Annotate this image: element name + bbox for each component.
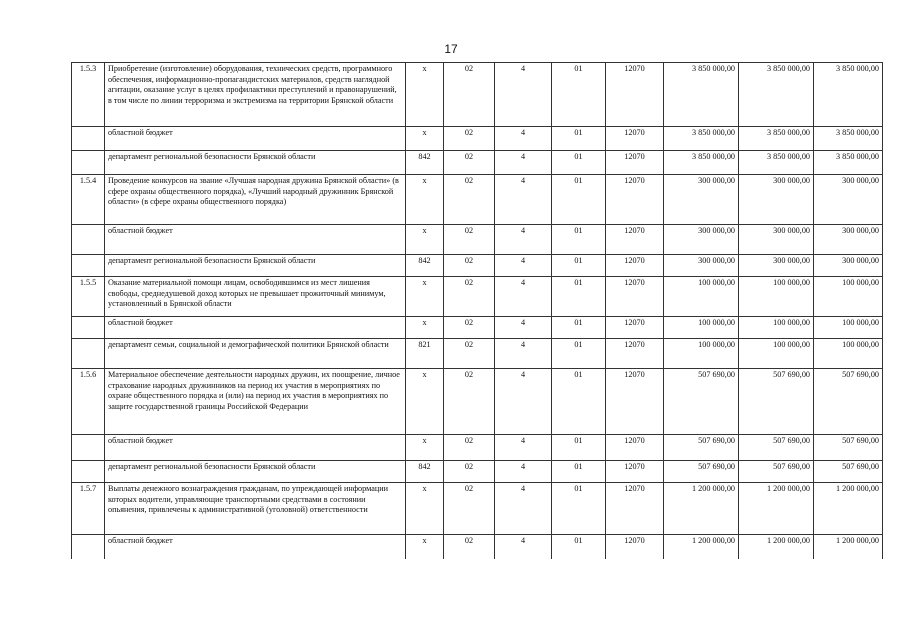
amount-year-3: 100 000,00 bbox=[814, 277, 883, 317]
row-description: Материальное обеспечение деятельности народных дружин, их поощрение, личное страхование народных дружинников на период их участия в мероприятиях по охране общественного порядка и (или) на период их участия в мероприятиях по защите государственной границы Российской Федерации bbox=[105, 369, 406, 435]
row-number: 1.5.5 bbox=[72, 277, 105, 317]
program-code: 4 bbox=[495, 317, 552, 339]
expense-code: 12070 bbox=[606, 225, 664, 255]
row-description: Оказание материальной помощи лицам, освободившимся из мест лишения свободы, среднедушевой доход которых не превышает прожиточный минимум, установленный в Брянской области bbox=[105, 277, 406, 317]
expense-code: 12070 bbox=[606, 277, 664, 317]
amount-year-3: 1 200 000,00 bbox=[814, 483, 883, 535]
row-description: Выплаты денежного вознаграждения гражданам, по упреждающей информации которых водители, управляющие транспортными средствами в состоянии опьянения, привлечены к административной (уголовной) ответственности bbox=[105, 483, 406, 535]
program-code: 4 bbox=[495, 277, 552, 317]
table-row bbox=[72, 151, 883, 175]
program-code: 4 bbox=[495, 461, 552, 483]
row-description: областной бюджет bbox=[105, 127, 406, 151]
amount-year-3: 507 690,00 bbox=[814, 461, 883, 483]
table-row bbox=[72, 277, 883, 317]
amount-year-2: 300 000,00 bbox=[739, 225, 814, 255]
table-body bbox=[72, 63, 883, 559]
amount-year-1: 100 000,00 bbox=[664, 317, 739, 339]
table-row bbox=[72, 127, 883, 151]
row-number: 1.5.4 bbox=[72, 175, 105, 225]
table-row bbox=[72, 225, 883, 255]
program-code: 4 bbox=[495, 255, 552, 277]
grbs-code: x bbox=[406, 277, 444, 317]
amount-year-2: 3 850 000,00 bbox=[739, 127, 814, 151]
page-number: 17 bbox=[444, 42, 458, 56]
amount-year-3: 3 850 000,00 bbox=[814, 127, 883, 151]
section-code: 02 bbox=[444, 277, 495, 317]
section-code: 02 bbox=[444, 435, 495, 461]
section-code: 02 bbox=[444, 483, 495, 535]
amount-year-3: 507 690,00 bbox=[814, 435, 883, 461]
grbs-code: x bbox=[406, 435, 444, 461]
grbs-code: x bbox=[406, 317, 444, 339]
amount-year-2: 507 690,00 bbox=[739, 435, 814, 461]
expense-code: 12070 bbox=[606, 435, 664, 461]
subprogram-code: 01 bbox=[552, 151, 606, 175]
amount-year-1: 1 200 000,00 bbox=[664, 535, 739, 559]
grbs-code: 842 bbox=[406, 461, 444, 483]
row-number bbox=[72, 127, 105, 151]
amount-year-1: 100 000,00 bbox=[664, 277, 739, 317]
subprogram-code: 01 bbox=[552, 535, 606, 559]
subprogram-code: 01 bbox=[552, 225, 606, 255]
amount-year-2: 100 000,00 bbox=[739, 339, 814, 369]
amount-year-2: 300 000,00 bbox=[739, 175, 814, 225]
section-code: 02 bbox=[444, 369, 495, 435]
amount-year-3: 3 850 000,00 bbox=[814, 151, 883, 175]
amount-year-1: 100 000,00 bbox=[664, 339, 739, 369]
row-number bbox=[72, 225, 105, 255]
section-code: 02 bbox=[444, 63, 495, 127]
budget-table bbox=[71, 62, 883, 559]
grbs-code: x bbox=[406, 369, 444, 435]
program-code: 4 bbox=[495, 175, 552, 225]
subprogram-code: 01 bbox=[552, 127, 606, 151]
subprogram-code: 01 bbox=[552, 175, 606, 225]
grbs-code: x bbox=[406, 225, 444, 255]
expense-code: 12070 bbox=[606, 317, 664, 339]
subprogram-code: 01 bbox=[552, 369, 606, 435]
section-code: 02 bbox=[444, 535, 495, 559]
amount-year-1: 300 000,00 bbox=[664, 255, 739, 277]
subprogram-code: 01 bbox=[552, 483, 606, 535]
amount-year-2: 1 200 000,00 bbox=[739, 483, 814, 535]
table-row bbox=[72, 483, 883, 535]
amount-year-2: 507 690,00 bbox=[739, 461, 814, 483]
amount-year-3: 300 000,00 bbox=[814, 255, 883, 277]
section-code: 02 bbox=[444, 317, 495, 339]
subprogram-code: 01 bbox=[552, 63, 606, 127]
table-row bbox=[72, 339, 883, 369]
section-code: 02 bbox=[444, 151, 495, 175]
amount-year-1: 3 850 000,00 bbox=[664, 151, 739, 175]
program-code: 4 bbox=[495, 127, 552, 151]
amount-year-2: 100 000,00 bbox=[739, 277, 814, 317]
amount-year-2: 507 690,00 bbox=[739, 369, 814, 435]
amount-year-2: 300 000,00 bbox=[739, 255, 814, 277]
row-number bbox=[72, 317, 105, 339]
program-code: 4 bbox=[495, 369, 552, 435]
amount-year-1: 507 690,00 bbox=[664, 435, 739, 461]
row-number bbox=[72, 339, 105, 369]
expense-code: 12070 bbox=[606, 461, 664, 483]
amount-year-3: 100 000,00 bbox=[814, 339, 883, 369]
row-number bbox=[72, 535, 105, 559]
row-number bbox=[72, 255, 105, 277]
row-description: областной бюджет bbox=[105, 225, 406, 255]
subprogram-code: 01 bbox=[552, 277, 606, 317]
amount-year-3: 300 000,00 bbox=[814, 225, 883, 255]
row-description: областной бюджет bbox=[105, 435, 406, 461]
section-code: 02 bbox=[444, 175, 495, 225]
amount-year-1: 507 690,00 bbox=[664, 369, 739, 435]
amount-year-3: 507 690,00 bbox=[814, 369, 883, 435]
subprogram-code: 01 bbox=[552, 339, 606, 369]
expense-code: 12070 bbox=[606, 127, 664, 151]
section-code: 02 bbox=[444, 339, 495, 369]
expense-code: 12070 bbox=[606, 151, 664, 175]
grbs-code: x bbox=[406, 483, 444, 535]
program-code: 4 bbox=[495, 483, 552, 535]
amount-year-1: 3 850 000,00 bbox=[664, 63, 739, 127]
grbs-code: x bbox=[406, 175, 444, 225]
table-row bbox=[72, 255, 883, 277]
table-row bbox=[72, 461, 883, 483]
grbs-code: 842 bbox=[406, 255, 444, 277]
program-code: 4 bbox=[495, 63, 552, 127]
amount-year-1: 300 000,00 bbox=[664, 175, 739, 225]
row-description: департамент региональной безопасности Брянской области bbox=[105, 461, 406, 483]
expense-code: 12070 bbox=[606, 63, 664, 127]
table-row bbox=[72, 369, 883, 435]
row-description: Проведение конкурсов на звание «Лучшая народная дружина Брянской области» (в сфере охраны общественного порядка), «Лучший народный дружинник Брянской области» (в сфере охраны общественного порядка) bbox=[105, 175, 406, 225]
amount-year-2: 3 850 000,00 bbox=[739, 151, 814, 175]
expense-code: 12070 bbox=[606, 369, 664, 435]
section-code: 02 bbox=[444, 255, 495, 277]
grbs-code: x bbox=[406, 127, 444, 151]
amount-year-3: 300 000,00 bbox=[814, 175, 883, 225]
grbs-code: x bbox=[406, 535, 444, 559]
section-code: 02 bbox=[444, 127, 495, 151]
program-code: 4 bbox=[495, 225, 552, 255]
expense-code: 12070 bbox=[606, 339, 664, 369]
amount-year-2: 100 000,00 bbox=[739, 317, 814, 339]
row-number: 1.5.7 bbox=[72, 483, 105, 535]
row-number bbox=[72, 435, 105, 461]
table-row bbox=[72, 535, 883, 559]
table-row bbox=[72, 175, 883, 225]
program-code: 4 bbox=[495, 435, 552, 461]
row-description: областной бюджет bbox=[105, 317, 406, 339]
subprogram-code: 01 bbox=[552, 461, 606, 483]
row-number: 1.5.3 bbox=[72, 63, 105, 127]
amount-year-1: 3 850 000,00 bbox=[664, 127, 739, 151]
section-code: 02 bbox=[444, 461, 495, 483]
row-description: Приобретение (изготовление) оборудования, технических средств, программного обеспечения, информационно-пропагандистских материалов, средств наглядной агитации, оказание услуг в целях профилактики преступлений и правонарушений, в том числе по линии терроризма и экстремизма на территории Брянской области bbox=[105, 63, 406, 127]
row-description: департамент региональной безопасности Брянской области bbox=[105, 255, 406, 277]
amount-year-3: 3 850 000,00 bbox=[814, 63, 883, 127]
row-number bbox=[72, 151, 105, 175]
program-code: 4 bbox=[495, 535, 552, 559]
amount-year-3: 1 200 000,00 bbox=[814, 535, 883, 559]
grbs-code: x bbox=[406, 63, 444, 127]
subprogram-code: 01 bbox=[552, 255, 606, 277]
amount-year-2: 3 850 000,00 bbox=[739, 63, 814, 127]
grbs-code: 821 bbox=[406, 339, 444, 369]
amount-year-1: 1 200 000,00 bbox=[664, 483, 739, 535]
program-code: 4 bbox=[495, 339, 552, 369]
subprogram-code: 01 bbox=[552, 317, 606, 339]
section-code: 02 bbox=[444, 225, 495, 255]
table-row bbox=[72, 435, 883, 461]
expense-code: 12070 bbox=[606, 535, 664, 559]
amount-year-1: 507 690,00 bbox=[664, 461, 739, 483]
row-number: 1.5.6 bbox=[72, 369, 105, 435]
expense-code: 12070 bbox=[606, 255, 664, 277]
grbs-code: 842 bbox=[406, 151, 444, 175]
table-row bbox=[72, 63, 883, 127]
row-description: областной бюджет bbox=[105, 535, 406, 559]
expense-code: 12070 bbox=[606, 483, 664, 535]
amount-year-3: 100 000,00 bbox=[814, 317, 883, 339]
row-description: департамент региональной безопасности Брянской области bbox=[105, 151, 406, 175]
table-row bbox=[72, 317, 883, 339]
row-number bbox=[72, 461, 105, 483]
amount-year-2: 1 200 000,00 bbox=[739, 535, 814, 559]
row-description: департамент семьи, социальной и демографической политики Брянской области bbox=[105, 339, 406, 369]
subprogram-code: 01 bbox=[552, 435, 606, 461]
amount-year-1: 300 000,00 bbox=[664, 225, 739, 255]
expense-code: 12070 bbox=[606, 175, 664, 225]
program-code: 4 bbox=[495, 151, 552, 175]
